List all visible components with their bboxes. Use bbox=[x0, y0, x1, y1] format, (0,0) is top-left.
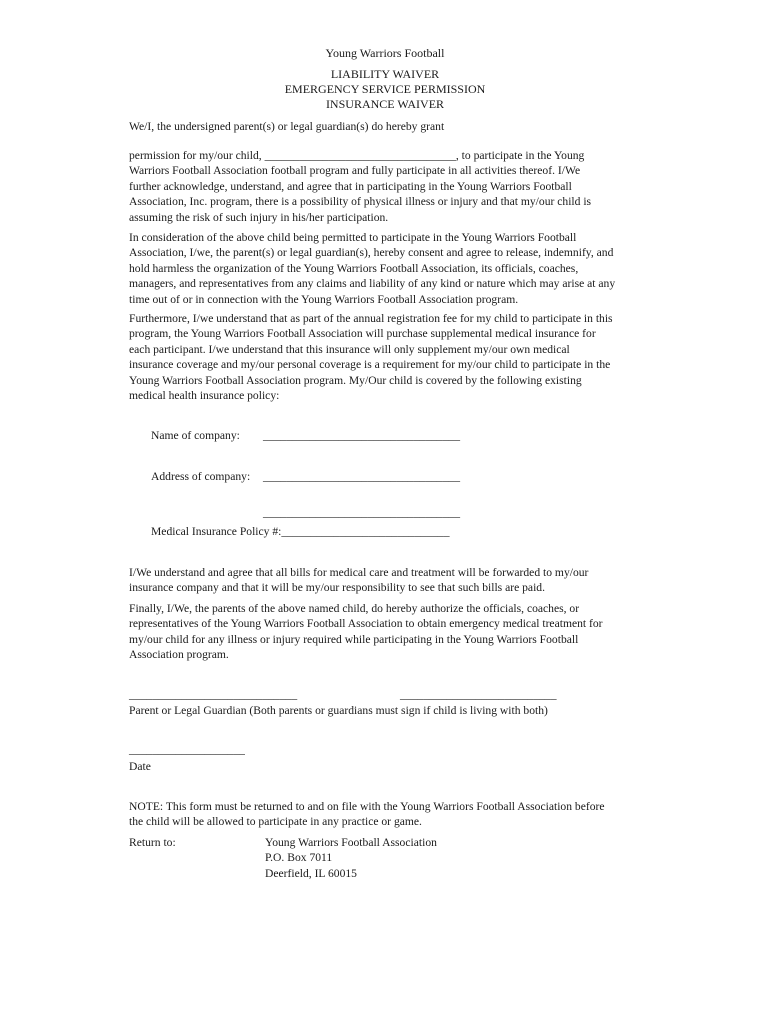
return-address bbox=[265, 835, 437, 881]
paragraph-line: each participant. I/we understand that this insurance will only supplement my/our own medical bbox=[129, 342, 570, 356]
return-to-label: Return to: bbox=[129, 836, 176, 849]
paragraph-line: time out of or in connection with the Young Warriors Football Association program. bbox=[129, 292, 519, 306]
paragraph-line: Young Warriors Football Association program. My/Our child is covered by the following existing bbox=[129, 373, 582, 387]
company-address-label: Address of company: bbox=[151, 470, 251, 483]
intro-text: We/I, the undersigned parent(s) or legal guardian(s) do hereby grant bbox=[129, 120, 445, 133]
company-address-field[interactable]: __________________________________ bbox=[263, 470, 461, 483]
paragraph-line: further acknowledge, understand, and agree that in participating in the Young Warriors Football bbox=[129, 179, 572, 193]
paragraph-line: I/We understand and agree that all bills for medical care and treatment will be forwarded to my/our bbox=[129, 566, 589, 579]
guardian-signature-line-2[interactable]: ___________________________ bbox=[400, 688, 557, 701]
paragraph-bills bbox=[129, 565, 588, 596]
paragraph-insurance bbox=[129, 311, 613, 403]
paragraph-line: assuming the risk of such injury in his/her participation. bbox=[129, 210, 389, 224]
paragraph-line: Furthermore, I/we understand that as part of the annual registration fee for my child to participate in this bbox=[129, 312, 613, 325]
company-name-label: Name of company: bbox=[151, 429, 240, 442]
note-paragraph bbox=[129, 799, 605, 830]
paragraph-line: medical health insurance policy: bbox=[129, 389, 280, 403]
paragraph-line: Finally, I/We, the parents of the above named child, do hereby authorize the officials, coaches, or bbox=[129, 602, 580, 615]
policy-number-field[interactable]: Medical Insurance Policy #:_____________________________ bbox=[151, 525, 450, 538]
signature-caption: Parent or Legal Guardian (Both parents or guardians must sign if child is living with both) bbox=[129, 704, 548, 717]
paragraph-line: representatives of the Young Warriors Football Association to obtain emergency medical treatment for bbox=[129, 617, 603, 631]
paragraph-line: Warriors Football Association football program and fully participate in all activities thereof. I/We bbox=[129, 164, 581, 178]
date-field[interactable]: ____________________ bbox=[129, 743, 245, 756]
paragraph-release bbox=[129, 230, 615, 307]
paragraph-line: hold harmless the organization of the Young Warriors Football Association, its officials, coaches, bbox=[129, 261, 579, 275]
address-line: P.O. Box 7011 bbox=[265, 851, 333, 865]
paragraph-line: permission for my/our child, _________________________________, to participate in the Young bbox=[129, 149, 585, 162]
document-title-liability: LIABILITY WAIVER bbox=[330, 67, 440, 81]
paragraph-line: Association program. bbox=[129, 648, 229, 662]
paragraph-line: my/our child for any illness or injury required while participating in the Young Warriors Football bbox=[129, 632, 579, 646]
document-title-emergency: EMERGENCY SERVICE PERMISSION bbox=[284, 82, 486, 96]
paragraph-line: program, the Young Warriors Football Association will purchase supplemental medical insurance for bbox=[129, 327, 596, 341]
document-title-insurance: INSURANCE WAIVER bbox=[325, 97, 445, 111]
paragraph-line: NOTE: This form must be returned to and on file with the Young Warriors Football Association before bbox=[129, 800, 605, 813]
address-line: Deerfield, IL 60015 bbox=[265, 866, 357, 880]
company-address-field-line2[interactable]: __________________________________ bbox=[263, 506, 461, 519]
date-label: Date bbox=[129, 760, 151, 773]
paragraph-line: managers, and representatives from any claims and liability of any kind or nature which may arise at any bbox=[129, 277, 616, 291]
org-title: Young Warriors Football bbox=[325, 46, 445, 60]
guardian-signature-line-1[interactable]: _____________________________ bbox=[129, 688, 298, 701]
paragraph-line: Association, Inc. program, there is a possibility of physical illness or injury and that my/our child is bbox=[129, 195, 592, 209]
company-name-field[interactable]: __________________________________ bbox=[263, 429, 461, 442]
paragraph-line: insurance company and that it will be my/our responsibility to see that such bills are paid. bbox=[129, 581, 545, 595]
paragraph-line: In consideration of the above child being permitted to participate in the Young Warriors Football bbox=[129, 231, 577, 244]
address-line: Young Warriors Football Association bbox=[265, 836, 437, 849]
paragraph-permission bbox=[129, 148, 591, 225]
paragraph-line: Association, I/we, the parent(s) or legal guardian(s), hereby consent and agree to release, indemnify, and bbox=[129, 246, 614, 260]
paragraph-authorization bbox=[129, 601, 603, 663]
paragraph-line: insurance coverage and my/our personal coverage is a requirement for my/our child to participate in the bbox=[129, 358, 611, 372]
paragraph-line: the child will be allowed to participate in any practice or game. bbox=[129, 815, 422, 829]
